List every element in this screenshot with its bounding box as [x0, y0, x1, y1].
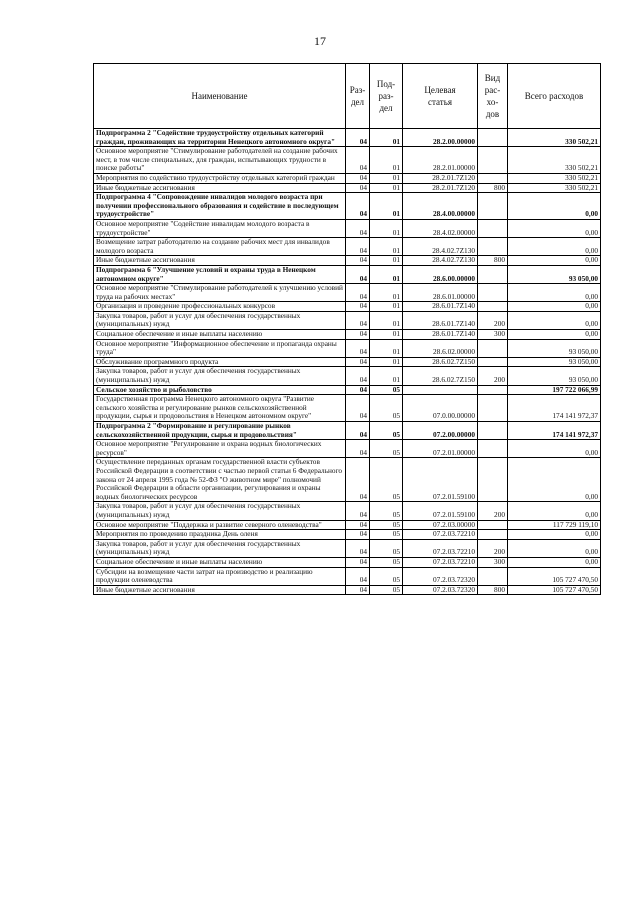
row-name-cell: Закупка товаров, работ и услуг для обеспечения государственных (муниципальных) нужд: [94, 311, 346, 329]
row-total-cell: 0,00: [508, 256, 601, 266]
row-total-cell: 330 502,21: [508, 147, 601, 174]
row-subsection-cell: 01: [370, 339, 403, 357]
row-total-cell: 0,00: [508, 502, 601, 520]
row-target-cell: 28.2.01.00000: [403, 147, 478, 174]
row-section-cell: 04: [346, 173, 370, 183]
row-total-cell: 0,00: [508, 219, 601, 237]
row-total-cell: 330 502,21: [508, 129, 601, 147]
table-row: [94, 367, 601, 385]
table-row: [94, 530, 601, 540]
row-subsection-cell: 05: [370, 530, 403, 540]
row-target-cell: 28.6.01.7Z140: [403, 302, 478, 312]
row-total-cell: 0,00: [508, 458, 601, 502]
row-subsection-cell: 01: [370, 302, 403, 312]
table-row: [94, 422, 601, 440]
row-target-cell: [403, 385, 478, 395]
table-row: [94, 502, 601, 520]
row-name-cell: Основное мероприятие "Стимулирование работодателей на создание рабочих мест, в том числе специальных, для граждан, испытывающих трудности в поиске работы": [94, 147, 346, 174]
row-expense-type-cell: [478, 219, 508, 237]
table-row: [94, 557, 601, 567]
row-section-cell: 04: [346, 193, 370, 220]
row-subsection-cell: 01: [370, 256, 403, 266]
row-subsection-cell: 05: [370, 567, 403, 585]
table-row: [94, 440, 601, 458]
row-expense-type-cell: [478, 173, 508, 183]
row-target-cell: 28.2.01.7Z120: [403, 183, 478, 193]
row-total-cell: 330 502,21: [508, 173, 601, 183]
row-name-cell: Государственная программа Ненецкого автономного округа "Развитие сельского хозяйства и регулирование рынков сельскохозяйственной продукции, сырья и продовольствия в Ненецком автономном округе": [94, 395, 346, 422]
table-row: [94, 284, 601, 302]
row-section-cell: 04: [346, 567, 370, 585]
row-expense-type-cell: [478, 193, 508, 220]
row-subsection-cell: 05: [370, 520, 403, 530]
row-total-cell: 0,00: [508, 311, 601, 329]
col-header-total: Всего расходов: [508, 64, 601, 129]
row-section-cell: 04: [346, 339, 370, 357]
row-expense-type-cell: [478, 385, 508, 395]
row-subsection-cell: 05: [370, 385, 403, 395]
table-row: [94, 567, 601, 585]
row-expense-type-cell: [478, 284, 508, 302]
table-row: [94, 339, 601, 357]
page-number: 17: [314, 34, 326, 48]
row-name-cell: Иные бюджетные ассигнования: [94, 183, 346, 193]
row-expense-type-cell: [478, 265, 508, 283]
row-total-cell: 197 722 066,99: [508, 385, 601, 395]
row-name-cell: Основное мероприятие "Регулирование и охрана водных биологических ресурсов": [94, 440, 346, 458]
row-total-cell: 0,00: [508, 302, 601, 312]
row-subsection-cell: 01: [370, 311, 403, 329]
row-section-cell: 04: [346, 302, 370, 312]
row-name-cell: Основное мероприятие "Информационное обеспечение и пропаганда охраны труда": [94, 339, 346, 357]
table-row: [94, 256, 601, 266]
row-subsection-cell: 05: [370, 458, 403, 502]
row-section-cell: 04: [346, 557, 370, 567]
row-section-cell: 04: [346, 502, 370, 520]
row-section-cell: 04: [346, 367, 370, 385]
table-row: [94, 330, 601, 340]
row-subsection-cell: 05: [370, 440, 403, 458]
budget-table: [93, 63, 601, 595]
row-target-cell: 28.6.01.00000: [403, 284, 478, 302]
row-total-cell: 117 729 119,10: [508, 520, 601, 530]
row-section-cell: 04: [346, 385, 370, 395]
row-target-cell: 07.2.00.00000: [403, 422, 478, 440]
row-total-cell: 0,00: [508, 193, 601, 220]
table-row: [94, 173, 601, 183]
table-row: [94, 129, 601, 147]
row-expense-type-cell: [478, 339, 508, 357]
row-total-cell: 93 050,00: [508, 265, 601, 283]
row-subsection-cell: 05: [370, 502, 403, 520]
row-name-cell: Сельское хозяйство и рыболовство: [94, 385, 346, 395]
row-section-cell: 04: [346, 265, 370, 283]
row-target-cell: 07.2.03.72210: [403, 539, 478, 557]
row-target-cell: 28.6.01.7Z140: [403, 330, 478, 340]
row-name-cell: Осуществление переданных органам государственной власти субъектов Российской Федерации в соответствии с частью первой статьи 6 Федерального закона от 24 апреля 1995 года № 52-ФЗ "О животном мире" полномочий Российской Федерации в области организации, регулирования и охраны водных биологических ресурсов: [94, 458, 346, 502]
row-section-cell: 04: [346, 585, 370, 595]
row-subsection-cell: 05: [370, 422, 403, 440]
row-expense-type-cell: [478, 567, 508, 585]
row-total-cell: 105 727 470,50: [508, 567, 601, 585]
row-target-cell: 07.2.03.72320: [403, 585, 478, 595]
row-target-cell: 28.6.00.00000: [403, 265, 478, 283]
row-expense-type-cell: [478, 520, 508, 530]
row-target-cell: 28.6.01.7Z140: [403, 311, 478, 329]
row-total-cell: 93 050,00: [508, 357, 601, 367]
row-name-cell: Закупка товаров, работ и услуг для обеспечения государственных (муниципальных) нужд: [94, 539, 346, 557]
row-total-cell: 174 141 972,37: [508, 422, 601, 440]
col-header-subsection: Под- раз- дел: [370, 64, 403, 129]
row-section-cell: 04: [346, 219, 370, 237]
row-target-cell: 07.0.00.00000: [403, 395, 478, 422]
row-expense-type-cell: 300: [478, 557, 508, 567]
row-total-cell: 93 050,00: [508, 367, 601, 385]
row-name-cell: Закупка товаров, работ и услуг для обеспечения государственных (муниципальных) нужд: [94, 367, 346, 385]
row-subsection-cell: 01: [370, 357, 403, 367]
row-section-cell: 04: [346, 129, 370, 147]
table-row: [94, 585, 601, 595]
row-section-cell: 04: [346, 330, 370, 340]
row-target-cell: 28.6.02.00000: [403, 339, 478, 357]
row-subsection-cell: 05: [370, 557, 403, 567]
row-subsection-cell: 01: [370, 265, 403, 283]
row-subsection-cell: 01: [370, 219, 403, 237]
row-subsection-cell: 01: [370, 129, 403, 147]
row-total-cell: 330 502,21: [508, 183, 601, 193]
row-section-cell: 04: [346, 311, 370, 329]
row-name-cell: Иные бюджетные ассигнования: [94, 256, 346, 266]
row-expense-type-cell: [478, 458, 508, 502]
row-expense-type-cell: 200: [478, 539, 508, 557]
row-total-cell: 0,00: [508, 330, 601, 340]
table-row: [94, 238, 601, 256]
row-section-cell: 04: [346, 422, 370, 440]
row-subsection-cell: 01: [370, 173, 403, 183]
row-target-cell: 28.6.02.7Z150: [403, 367, 478, 385]
row-target-cell: 28.4.02.00000: [403, 219, 478, 237]
row-subsection-cell: 01: [370, 183, 403, 193]
row-name-cell: Подпрограмма 2 "Формирование и регулирование рынков сельскохозяйственной продукции, сырья и продовольствия": [94, 422, 346, 440]
row-name-cell: Социальное обеспечение и иные выплаты населению: [94, 330, 346, 340]
row-expense-type-cell: [478, 440, 508, 458]
row-total-cell: 174 141 972,37: [508, 395, 601, 422]
col-header-section: Раз- дел: [346, 64, 370, 129]
table-row: [94, 265, 601, 283]
row-section-cell: 04: [346, 530, 370, 540]
row-target-cell: 28.2.01.7Z120: [403, 173, 478, 183]
table-row: [94, 302, 601, 312]
table-row: [94, 147, 601, 174]
row-subsection-cell: 05: [370, 585, 403, 595]
row-name-cell: Возмещение затрат работодателю на создание рабочих мест для инвалидов молодого возраста: [94, 238, 346, 256]
row-section-cell: 04: [346, 357, 370, 367]
row-expense-type-cell: [478, 395, 508, 422]
row-expense-type-cell: 800: [478, 256, 508, 266]
table-row: [94, 219, 601, 237]
row-section-cell: 04: [346, 183, 370, 193]
row-target-cell: 28.6.02.7Z150: [403, 357, 478, 367]
row-expense-type-cell: 200: [478, 367, 508, 385]
row-target-cell: 07.2.03.72210: [403, 530, 478, 540]
row-total-cell: 0,00: [508, 530, 601, 540]
row-target-cell: 07.2.01.59100: [403, 458, 478, 502]
row-total-cell: 105 727 470,50: [508, 585, 601, 595]
row-target-cell: 07.2.01.00000: [403, 440, 478, 458]
row-expense-type-cell: [478, 147, 508, 174]
row-target-cell: 07.2.03.72320: [403, 567, 478, 585]
row-name-cell: Иные бюджетные ассигнования: [94, 585, 346, 595]
row-target-cell: 07.2.03.00000: [403, 520, 478, 530]
col-header-expense-type: Вид рас- хо- дов: [478, 64, 508, 129]
row-target-cell: 28.2.00.00000: [403, 129, 478, 147]
table-row: [94, 395, 601, 422]
row-name-cell: Мероприятия по проведению праздника День оленя: [94, 530, 346, 540]
row-name-cell: Обслуживание программного продукта: [94, 357, 346, 367]
row-target-cell: 07.2.01.59100: [403, 502, 478, 520]
table-header-row: [94, 64, 601, 129]
row-subsection-cell: 05: [370, 539, 403, 557]
row-expense-type-cell: [478, 302, 508, 312]
row-total-cell: 0,00: [508, 284, 601, 302]
row-subsection-cell: 01: [370, 330, 403, 340]
row-section-cell: 04: [346, 539, 370, 557]
row-target-cell: 28.4.02.7Z130: [403, 256, 478, 266]
row-target-cell: 07.2.03.72210: [403, 557, 478, 567]
row-expense-type-cell: 800: [478, 585, 508, 595]
row-total-cell: 0,00: [508, 539, 601, 557]
table-row: [94, 539, 601, 557]
row-total-cell: 93 050,00: [508, 339, 601, 357]
row-name-cell: Подпрограмма 4 "Сопровождение инвалидов молодого возраста при получении профессионального образования и содействие в последующем трудоустройстве": [94, 193, 346, 220]
row-name-cell: Субсидии на возмещение части затрат на производство и реализацию продукции оленеводства: [94, 567, 346, 585]
row-expense-type-cell: 200: [478, 311, 508, 329]
row-total-cell: 0,00: [508, 238, 601, 256]
row-section-cell: 04: [346, 440, 370, 458]
row-name-cell: Подпрограмма 6 "Улучшение условий и охраны труда в Ненецком автономном округе": [94, 265, 346, 283]
row-name-cell: Мероприятия по содействию трудоустройству отдельных категорий граждан: [94, 173, 346, 183]
row-section-cell: 04: [346, 256, 370, 266]
row-subsection-cell: 05: [370, 395, 403, 422]
row-name-cell: Основное мероприятие "Стимулирование работодателей к улучшению условий труда на рабочих местах": [94, 284, 346, 302]
row-expense-type-cell: [478, 129, 508, 147]
row-section-cell: 04: [346, 520, 370, 530]
row-section-cell: 04: [346, 458, 370, 502]
row-name-cell: Основное мероприятие "Поддержка и развитие северного оленеводства": [94, 520, 346, 530]
row-target-cell: 28.4.02.7Z130: [403, 238, 478, 256]
row-subsection-cell: 01: [370, 147, 403, 174]
row-subsection-cell: 01: [370, 238, 403, 256]
row-subsection-cell: 01: [370, 193, 403, 220]
row-name-cell: Закупка товаров, работ и услуг для обеспечения государственных (муниципальных) нужд: [94, 502, 346, 520]
col-header-name: Наименование: [94, 64, 346, 129]
row-name-cell: Социальное обеспечение и иные выплаты населению: [94, 557, 346, 567]
row-expense-type-cell: 800: [478, 183, 508, 193]
row-target-cell: 28.4.00.00000: [403, 193, 478, 220]
row-subsection-cell: 01: [370, 284, 403, 302]
table-row: [94, 458, 601, 502]
row-section-cell: 04: [346, 284, 370, 302]
row-name-cell: Подпрограмма 2 "Содействие трудоустройству отдельных категорий граждан, проживающих на территории Ненецкого автономного округа": [94, 129, 346, 147]
row-expense-type-cell: [478, 238, 508, 256]
row-total-cell: 0,00: [508, 557, 601, 567]
table-row: [94, 311, 601, 329]
row-expense-type-cell: [478, 530, 508, 540]
row-name-cell: Организация и проведение профессиональных конкурсов: [94, 302, 346, 312]
col-header-target: Целевая статья: [403, 64, 478, 129]
row-expense-type-cell: [478, 422, 508, 440]
row-section-cell: 04: [346, 395, 370, 422]
row-expense-type-cell: [478, 357, 508, 367]
row-name-cell: Основное мероприятие "Содействие инвалидам молодого возраста в трудоустройстве": [94, 219, 346, 237]
row-section-cell: 04: [346, 147, 370, 174]
table-body: [94, 129, 601, 595]
row-expense-type-cell: 300: [478, 330, 508, 340]
table-row: [94, 193, 601, 220]
row-subsection-cell: 01: [370, 367, 403, 385]
row-total-cell: 0,00: [508, 440, 601, 458]
row-expense-type-cell: 200: [478, 502, 508, 520]
row-section-cell: 04: [346, 238, 370, 256]
